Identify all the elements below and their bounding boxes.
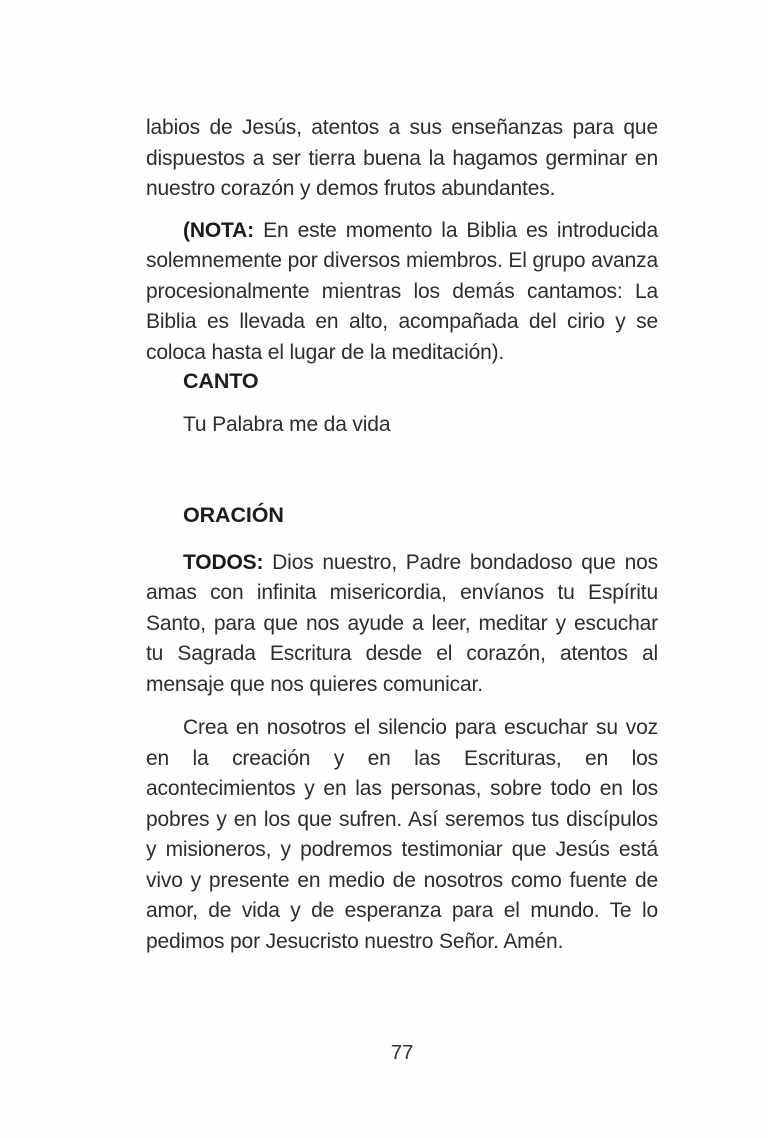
oracion-heading: ORACIÓN: [183, 503, 284, 527]
canto-heading: CANTO: [183, 369, 259, 393]
todos-paragraph: [146, 548, 658, 701]
page-footer: [146, 1038, 658, 1068]
prayer-paragraph: Crea en nosotros el silencio para escuchar su voz en la creación y en las Escrituras, en los acontecimientos y en las personas, sobre todo en los pobres y en los que sufren. Así seremos tus discípulos y misioneros, y podremos testimoniar que Jesús está vivo y presente en medio de nosotros como fuente de amor, de vida y de esperanza para el mundo. Te lo pedimos por Jesucristo nuestro Señor. Amén.: [146, 716, 658, 953]
todos-text: Dios nuestro, Padre bondadoso que nos amas con infinita misericordia, envíanos tu Espíritu Santo, para que nos ayude a leer, meditar y escuchar tu Sagrada Escritura desde el corazón, atentos al mensaje que nos quieres comunicar.: [146, 550, 658, 696]
page-text-column: [146, 113, 658, 957]
continuation-paragraph: labios de Jesús, atentos a sus enseñanzas para que dispuestos a ser tierra buena la hagamos germinar en nuestro corazón y demos frutos abundantes.: [146, 116, 658, 200]
nota-text: En este momento la Biblia es introducida solemnemente por diversos miembros. El grupo avanza procesionalmente mientras los demás cantamos: La Biblia es llevada en alto, acompañada del cirio y se coloca hasta el lugar de la meditación).: [146, 218, 658, 364]
page-number: 77: [390, 1041, 414, 1064]
nota-label: (NOTA:: [183, 218, 255, 242]
todos-label: TODOS:: [183, 550, 264, 574]
nota-paragraph: [146, 216, 658, 369]
song-title: Tu Palabra me da vida: [183, 412, 391, 436]
